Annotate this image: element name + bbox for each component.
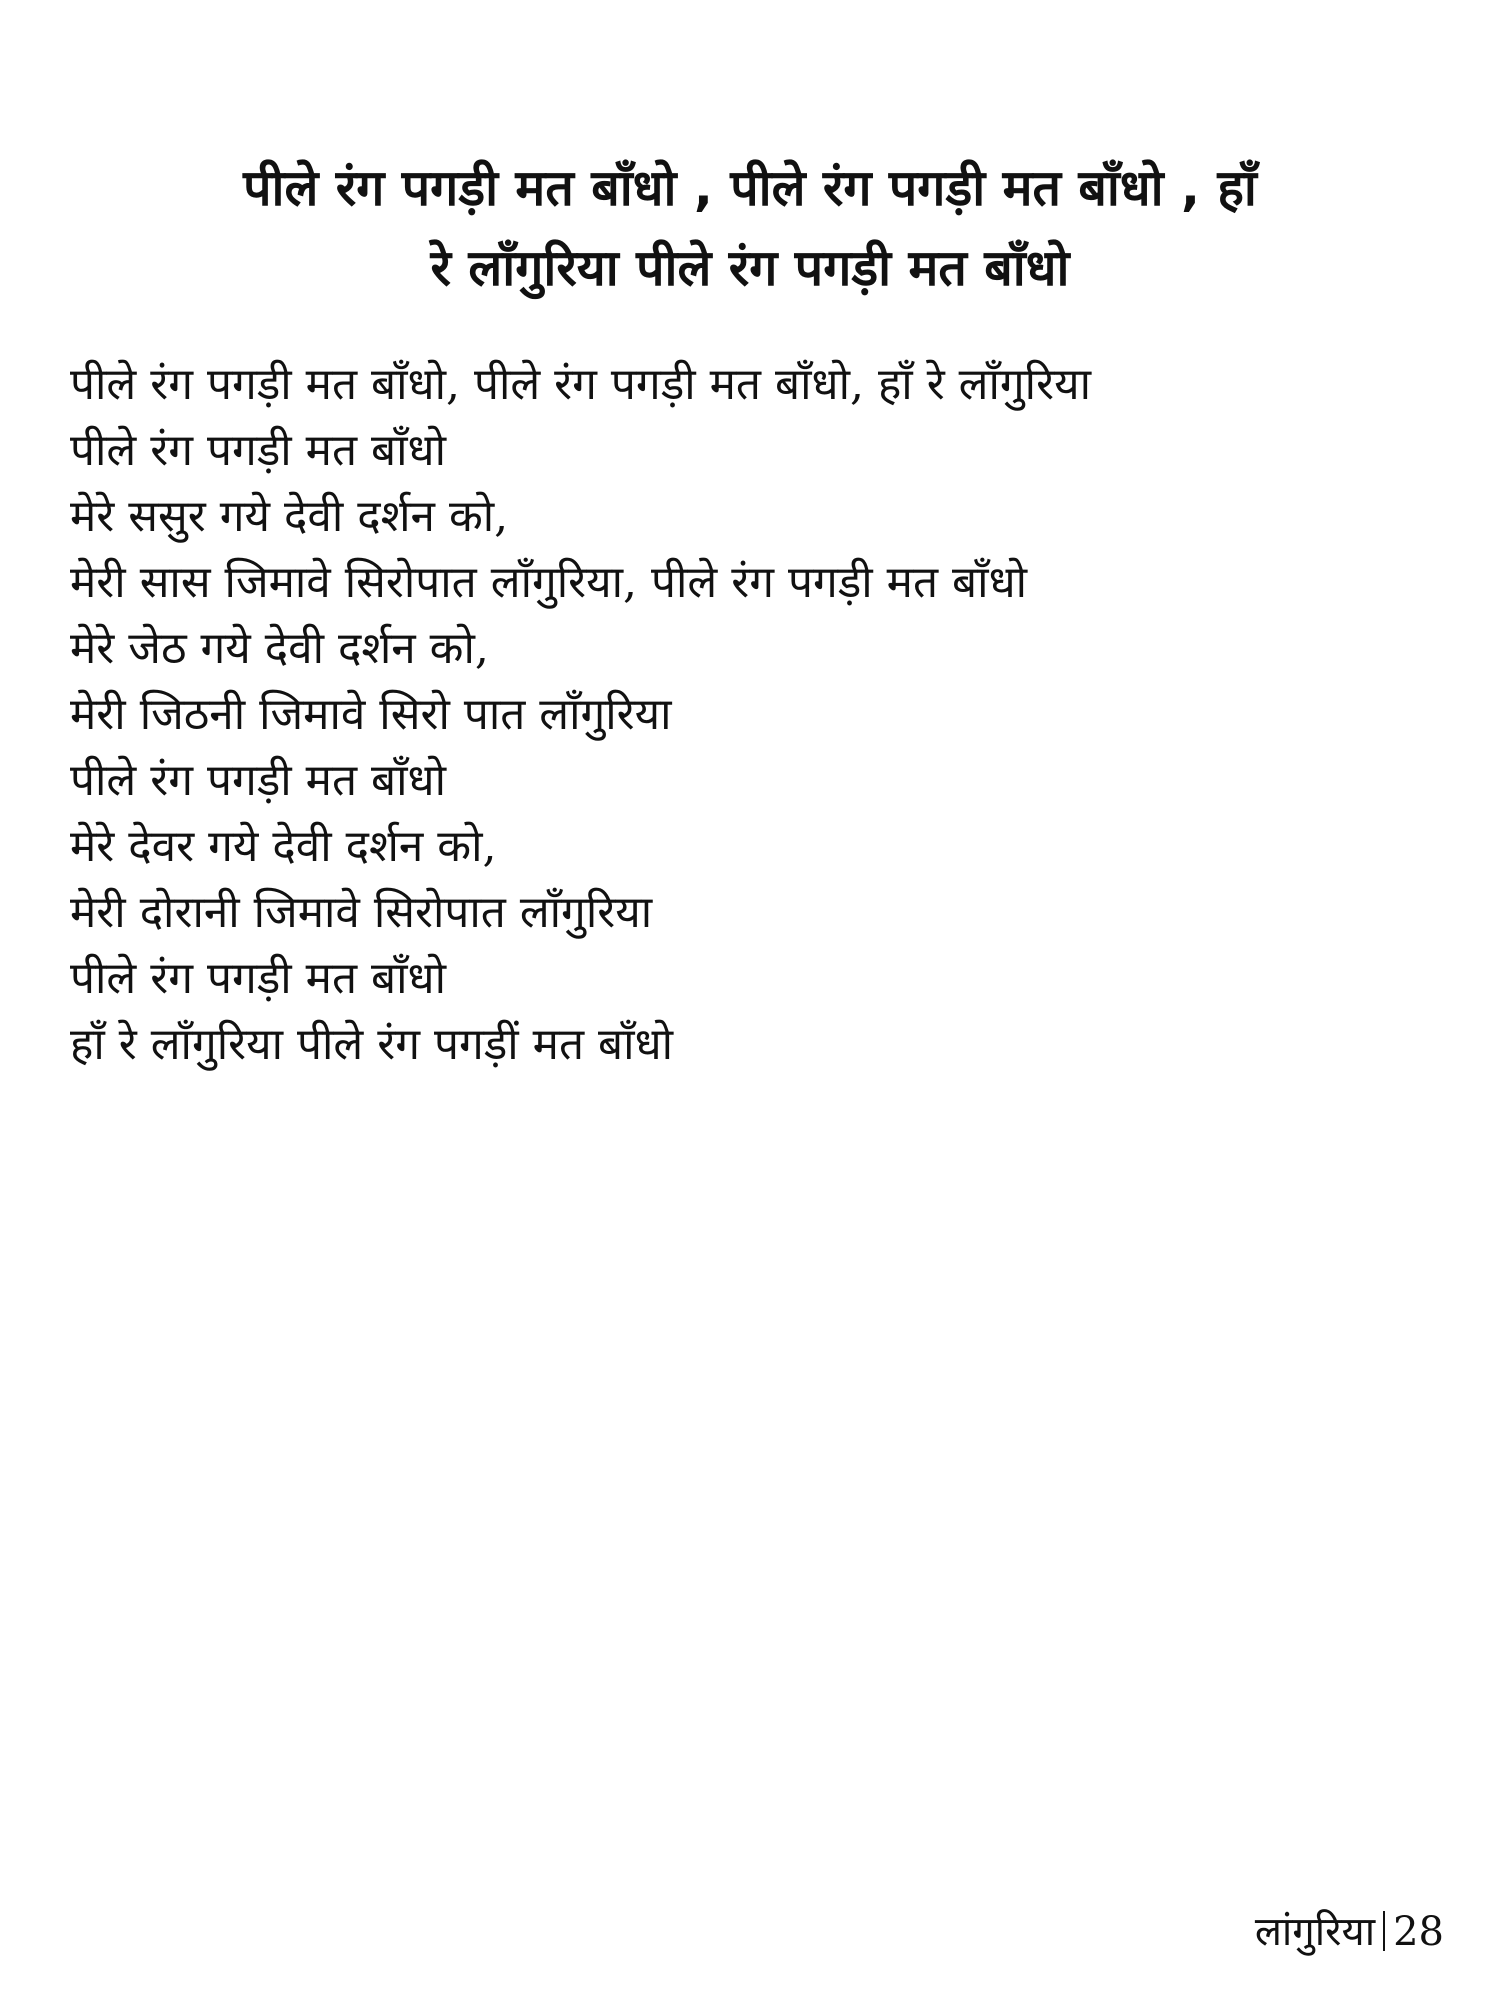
lyric-line: मेरी दोरानी जिमावे सिरोपात लाँगुरिया xyxy=(70,887,653,938)
lyric-line: मेरी जिठनी जिमावे सिरो पात लाँगुरिया xyxy=(70,689,672,740)
footer-section-name: लांगुरिया xyxy=(1254,1909,1376,1955)
song-title-line-2: रे लाँगुरिया पीले रंग पगड़ी मत बाँधो xyxy=(430,239,1070,297)
lyric-line: मेरे ससुर गये देवी दर्शन को, xyxy=(70,491,509,542)
lyric-line: पीले रंग पगड़ी मत बाँधो, पीले रंग पगड़ी मत बाँधो, हाँ रे लाँगुरिया xyxy=(70,359,1091,410)
lyrics-block xyxy=(70,352,1450,1078)
page-number: 28 xyxy=(1393,1909,1444,1955)
lyric-line: मेरे जेठ गये देवी दर्शन को, xyxy=(70,623,489,674)
footer-divider xyxy=(1383,1911,1385,1951)
lyric-line: पीले रंग पगड़ी मत बाँधो xyxy=(70,953,447,1004)
lyric-line: मेरी सास जिमावे सिरोपात लाँगुरिया, पीले रंग पगड़ी मत बाँधो xyxy=(70,557,1028,608)
lyric-line: पीले रंग पगड़ी मत बाँधो xyxy=(70,755,447,806)
page-footer xyxy=(1255,1904,1444,1960)
song-title xyxy=(60,148,1440,308)
lyric-line: मेरे देवर गये देवी दर्शन को, xyxy=(70,821,497,872)
lyric-line: हाँ रे लाँगुरिया पीले रंग पगड़ीं मत बाँधो xyxy=(70,1019,674,1070)
song-title-line-1: पीले रंग पगड़ी मत बाँधो , पीले रंग पगड़ी मत बाँधो , हाँ xyxy=(243,159,1257,217)
lyric-line: पीले रंग पगड़ी मत बाँधो xyxy=(70,425,447,476)
